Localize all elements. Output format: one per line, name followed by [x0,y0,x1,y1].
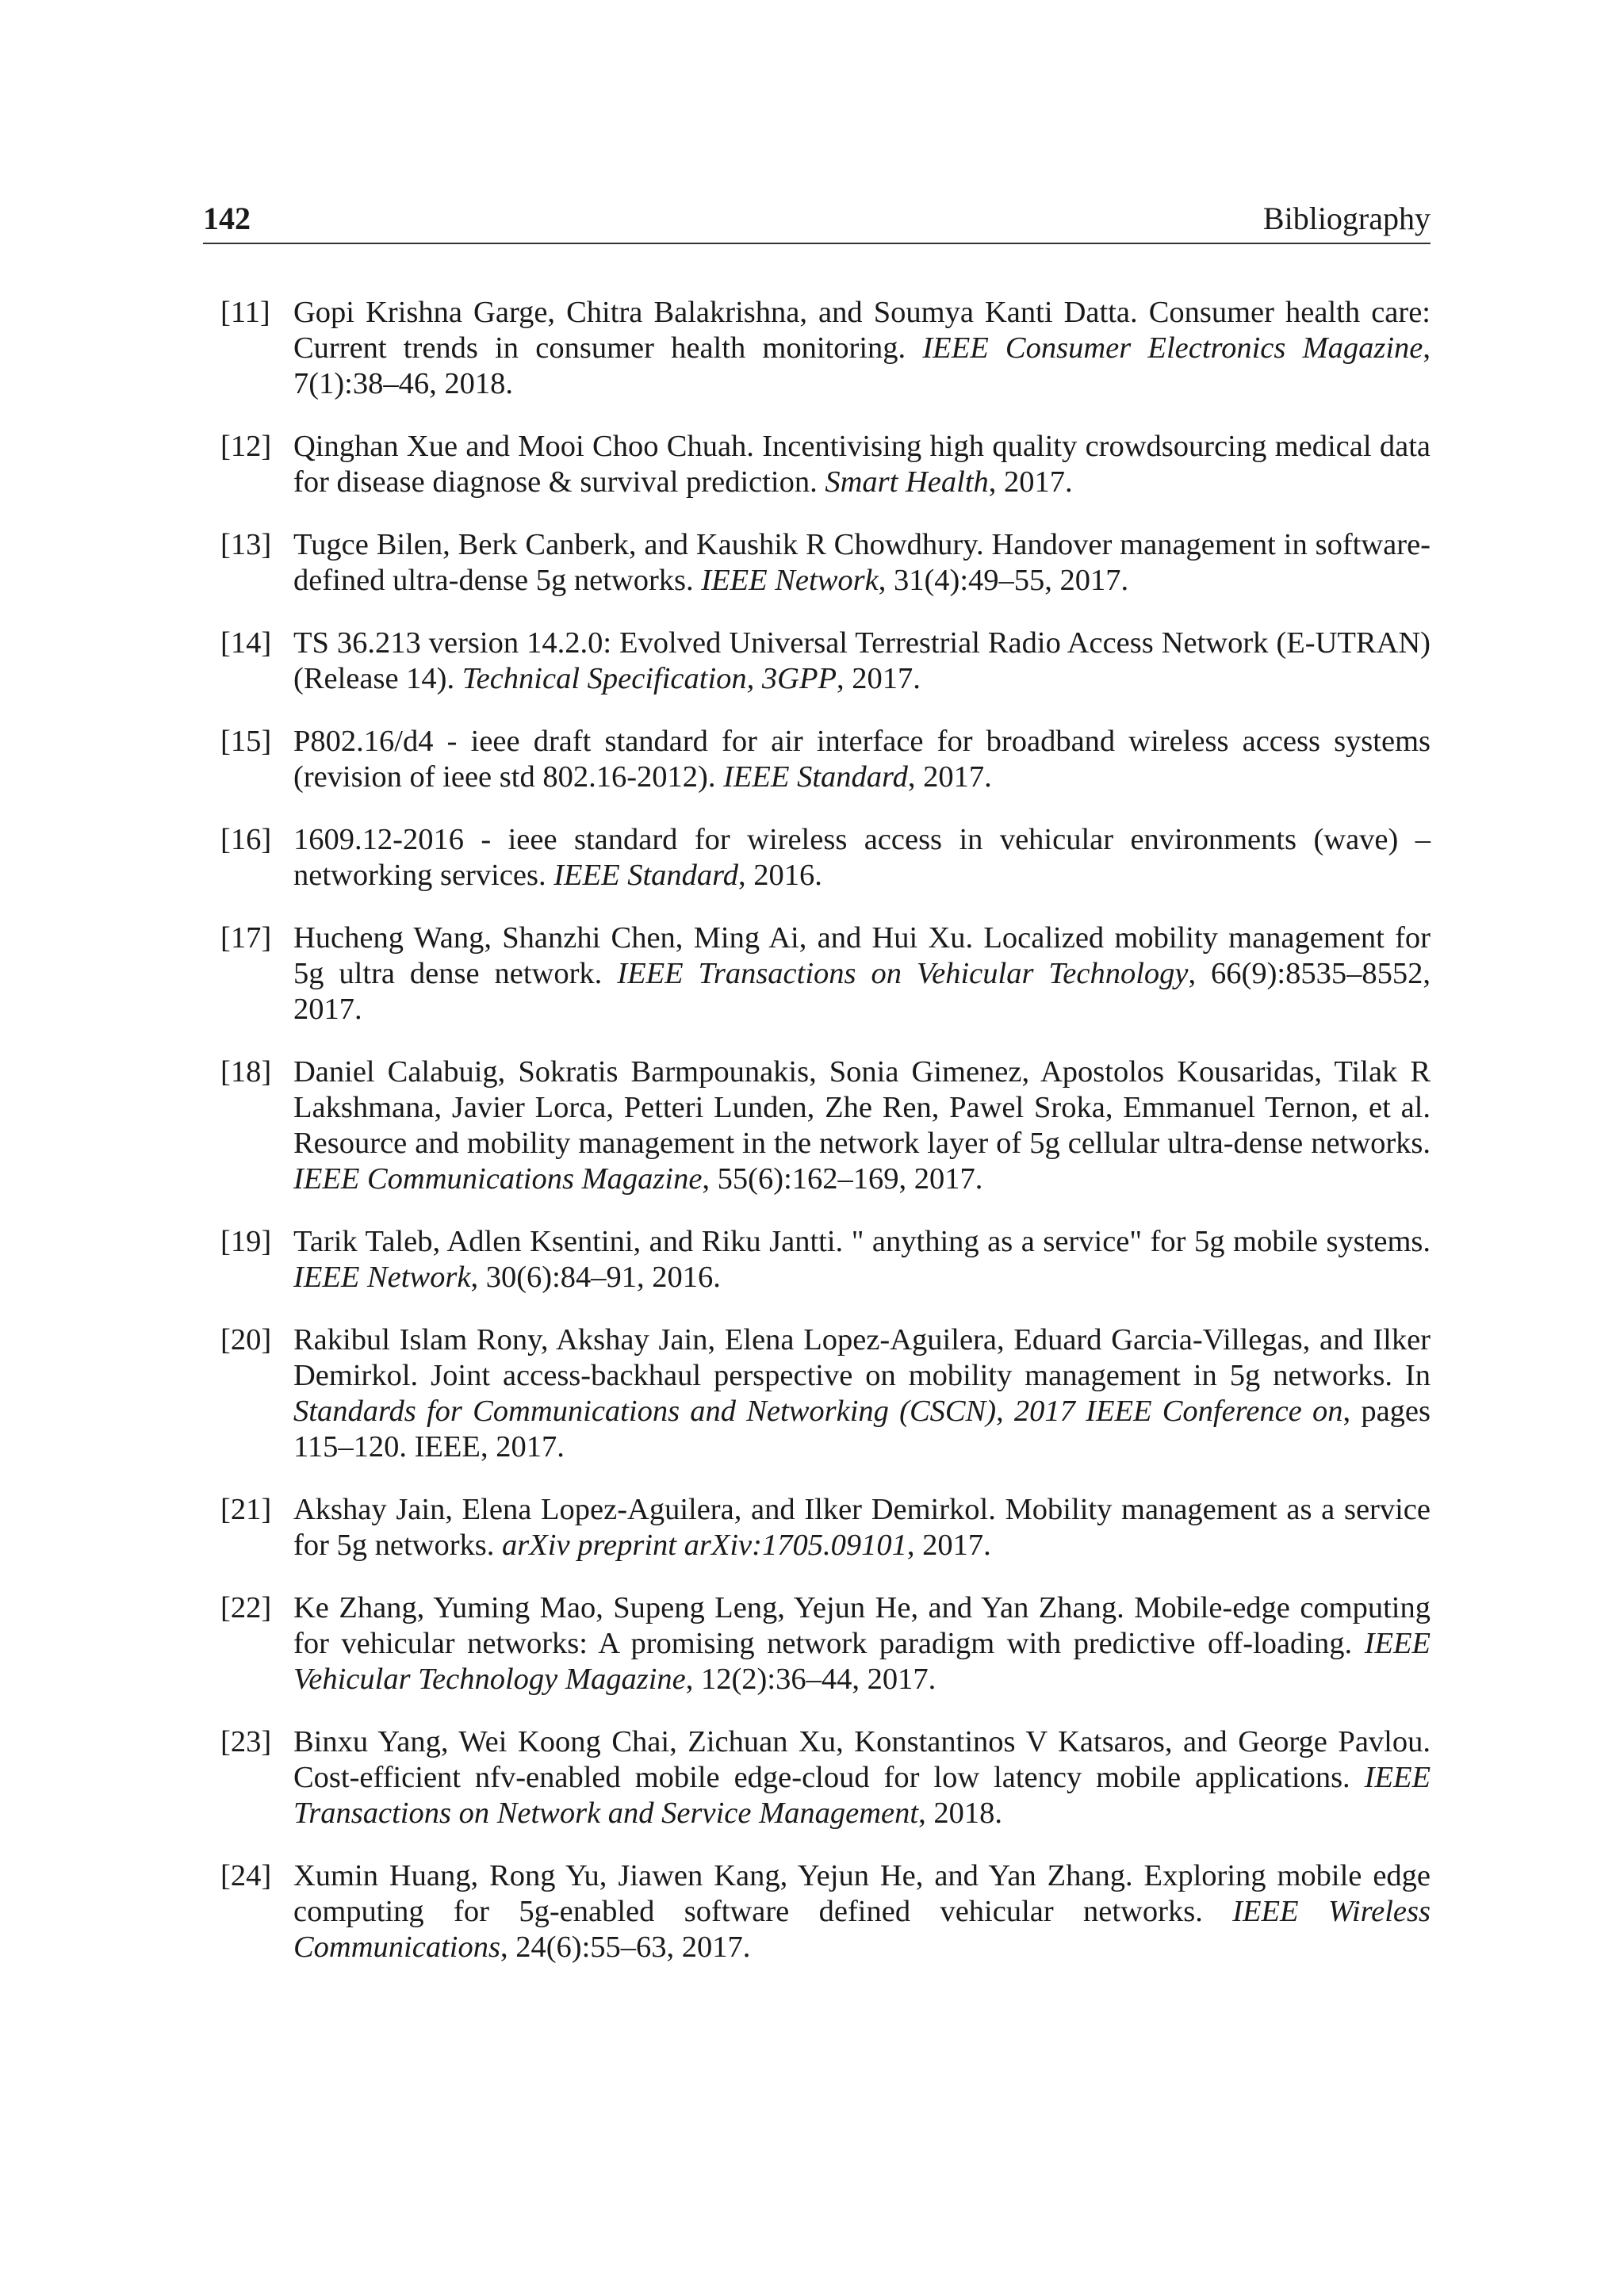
bib-details: , 2018. [918,1797,1002,1830]
bib-details: , 31(4):49–55, 2017. [878,564,1129,597]
bib-authors-title: Tarik Taleb, Adlen Ksentini, and Riku Jantti. " anything as a service" for 5g mobile systems. [293,1225,1431,1258]
bib-entry [203,1724,1431,1831]
bib-text [293,527,1431,599]
bib-details: , 2017. [907,760,992,794]
bib-venue: IEEE Standard [723,760,908,794]
bib-text [293,626,1431,697]
bib-details: , 2017. [988,465,1073,499]
bib-authors-title: Gopi Krishna Garge, Chitra Balakrishna, and Soumya Kanti Datta. Consumer health care: Current trends in consumer health monitoring. [293,296,1431,365]
bib-details: , 30(6):84–91, 2016. [470,1261,721,1294]
bib-entry [203,1322,1431,1465]
bib-entry [203,626,1431,697]
bib-authors-title: Qinghan Xue and Mooi Choo Chuah. Incentivising high quality crowdsourcing medical data for disease diagnose & survival prediction. [293,430,1431,499]
bib-details: , 2016. [737,859,822,892]
bib-label: [20] [220,1323,272,1357]
bib-authors-title: Rakibul Islam Rony, Akshay Jain, Elena Lopez-Aguilera, Eduard Garcia-Villegas, and Ilker Demirkol. Joint access-backhaul perspective on mobility management in 5g networks. In [293,1323,1431,1392]
bib-details: , 12(2):36–44, 2017. [685,1663,936,1696]
bib-entry [203,724,1431,795]
bib-label: [24] [220,1859,272,1892]
bib-label: [16] [220,823,272,856]
bib-entry [203,527,1431,599]
bib-entry [203,295,1431,402]
bib-venue: IEEE Wireless Communications [293,1895,1431,1964]
bib-label: [15] [220,725,272,758]
bib-text [293,1590,1431,1697]
bib-text [293,429,1431,500]
bib-authors-title: TS 36.213 version 14.2.0: Evolved Universal Terrestrial Radio Access Network (E-UTRAN) (Release 14). [293,626,1431,695]
bib-text [293,822,1431,894]
bib-text [293,1492,1431,1563]
bib-venue: IEEE Consumer Electronics Magazine [922,331,1423,365]
bib-text [293,1724,1431,1831]
bib-text [293,724,1431,795]
bib-authors-title: Xumin Huang, Rong Yu, Jiawen Kang, Yejun He, and Yan Zhang. Exploring mobile edge computing for 5g-enabled software defined vehicular networks. [293,1859,1431,1928]
bib-details: , 2017. [906,1529,991,1562]
bib-entry [203,920,1431,1027]
bib-entry [203,1054,1431,1197]
bib-authors-title: Ke Zhang, Yuming Mao, Supeng Leng, Yejun He, and Yan Zhang. Mobile-edge computing for vehicular networks: A promising network paradigm with predictive off-loading. [293,1591,1431,1660]
bib-label: [17] [220,921,272,955]
bib-text [293,1224,1431,1295]
bib-text [293,295,1431,402]
bib-details: , 2017. [836,662,921,695]
bib-entry [203,1590,1431,1697]
bib-details: , pages 115–120. IEEE, 2017. [293,1395,1431,1464]
bib-authors-title: Binxu Yang, Wei Koong Chai, Zichuan Xu, Konstantinos V Katsaros, and George Pavlou. Cost-efficient nfv-enabled mobile edge-cloud for low latency mobile applications. [293,1725,1431,1794]
bib-venue: IEEE Network [293,1261,471,1294]
bib-details: , 7(1):38–46, 2018. [293,331,1431,400]
bib-text [293,1322,1431,1465]
bib-authors-title: P802.16/d4 - ieee draft standard for air interface for broadband wireless access systems (revision of ieee std 802.16-2012). [293,725,1431,794]
bib-venue: Smart Health [825,465,989,499]
bib-authors-title: Hucheng Wang, Shanzhi Chen, Ming Ai, and Hui Xu. Localized mobility management for 5g ultra dense network. [293,921,1431,990]
bib-authors-title: Akshay Jain, Elena Lopez-Aguilera, and Ilker Demirkol. Mobility management as a service for 5g networks. [293,1493,1431,1562]
bib-label: [22] [220,1591,272,1624]
page-header [203,198,1431,244]
bib-entry [203,822,1431,894]
running-title: Bibliography [1262,201,1431,236]
page-number: 142 [203,201,251,236]
bib-text [293,1858,1431,1965]
bib-venue: IEEE Standard [553,859,738,892]
bib-venue: arXiv preprint arXiv:1705.09101 [502,1529,907,1562]
bib-authors-title: Tugce Bilen, Berk Canberk, and Kaushik R Chowdhury. Handover management in software-defined ultra-dense 5g networks. [293,528,1431,597]
bib-venue: IEEE Communications Magazine [293,1162,703,1196]
bib-label: [14] [220,626,272,660]
bib-venue: IEEE Transactions on Network and Service Management [293,1761,1431,1830]
bib-venue: Standards for Communications and Networking (CSCN), 2017 IEEE Conference on [293,1395,1343,1428]
bib-label: [23] [220,1725,272,1758]
bib-venue: IEEE Transactions on Vehicular Technology [617,957,1189,990]
bib-label: [13] [220,528,272,561]
bib-details: , 55(6):162–169, 2017. [702,1162,983,1196]
bib-label: [19] [220,1225,272,1258]
bib-entry [203,429,1431,500]
bib-entry [203,1492,1431,1563]
bib-venue: IEEE Network [701,564,879,597]
bib-details: , 66(9):8535–8552, 2017. [293,957,1431,1026]
bib-label: [11] [220,296,270,329]
bib-entry [203,1858,1431,1965]
bibliography-list [203,295,1431,1992]
bib-entry [203,1224,1431,1295]
bib-venue: IEEE Vehicular Technology Magazine [293,1627,1431,1696]
bib-label: [12] [220,430,272,463]
bib-authors-title: Daniel Calabuig, Sokratis Barmpounakis, Sonia Gimenez, Apostolos Kousaridas, Tilak R Lakshmana, Javier Lorca, Petteri Lunden, Zhe Ren, Pawel Sroka, Emmanuel Ternon, et al. Resource and mobility management in the network layer of 5g cellular ultra-dense networks. [293,1055,1431,1160]
bib-details: , 24(6):55–63, 2017. [500,1931,751,1964]
bib-authors-title: 1609.12-2016 - ieee standard for wireless access in vehicular environments (wave) – networking services. [293,823,1431,892]
bib-text [293,920,1431,1027]
bib-text [293,1054,1431,1197]
bib-label: [21] [220,1493,272,1526]
bib-label: [18] [220,1055,272,1089]
bib-venue: Technical Specification, 3GPP [462,662,837,695]
